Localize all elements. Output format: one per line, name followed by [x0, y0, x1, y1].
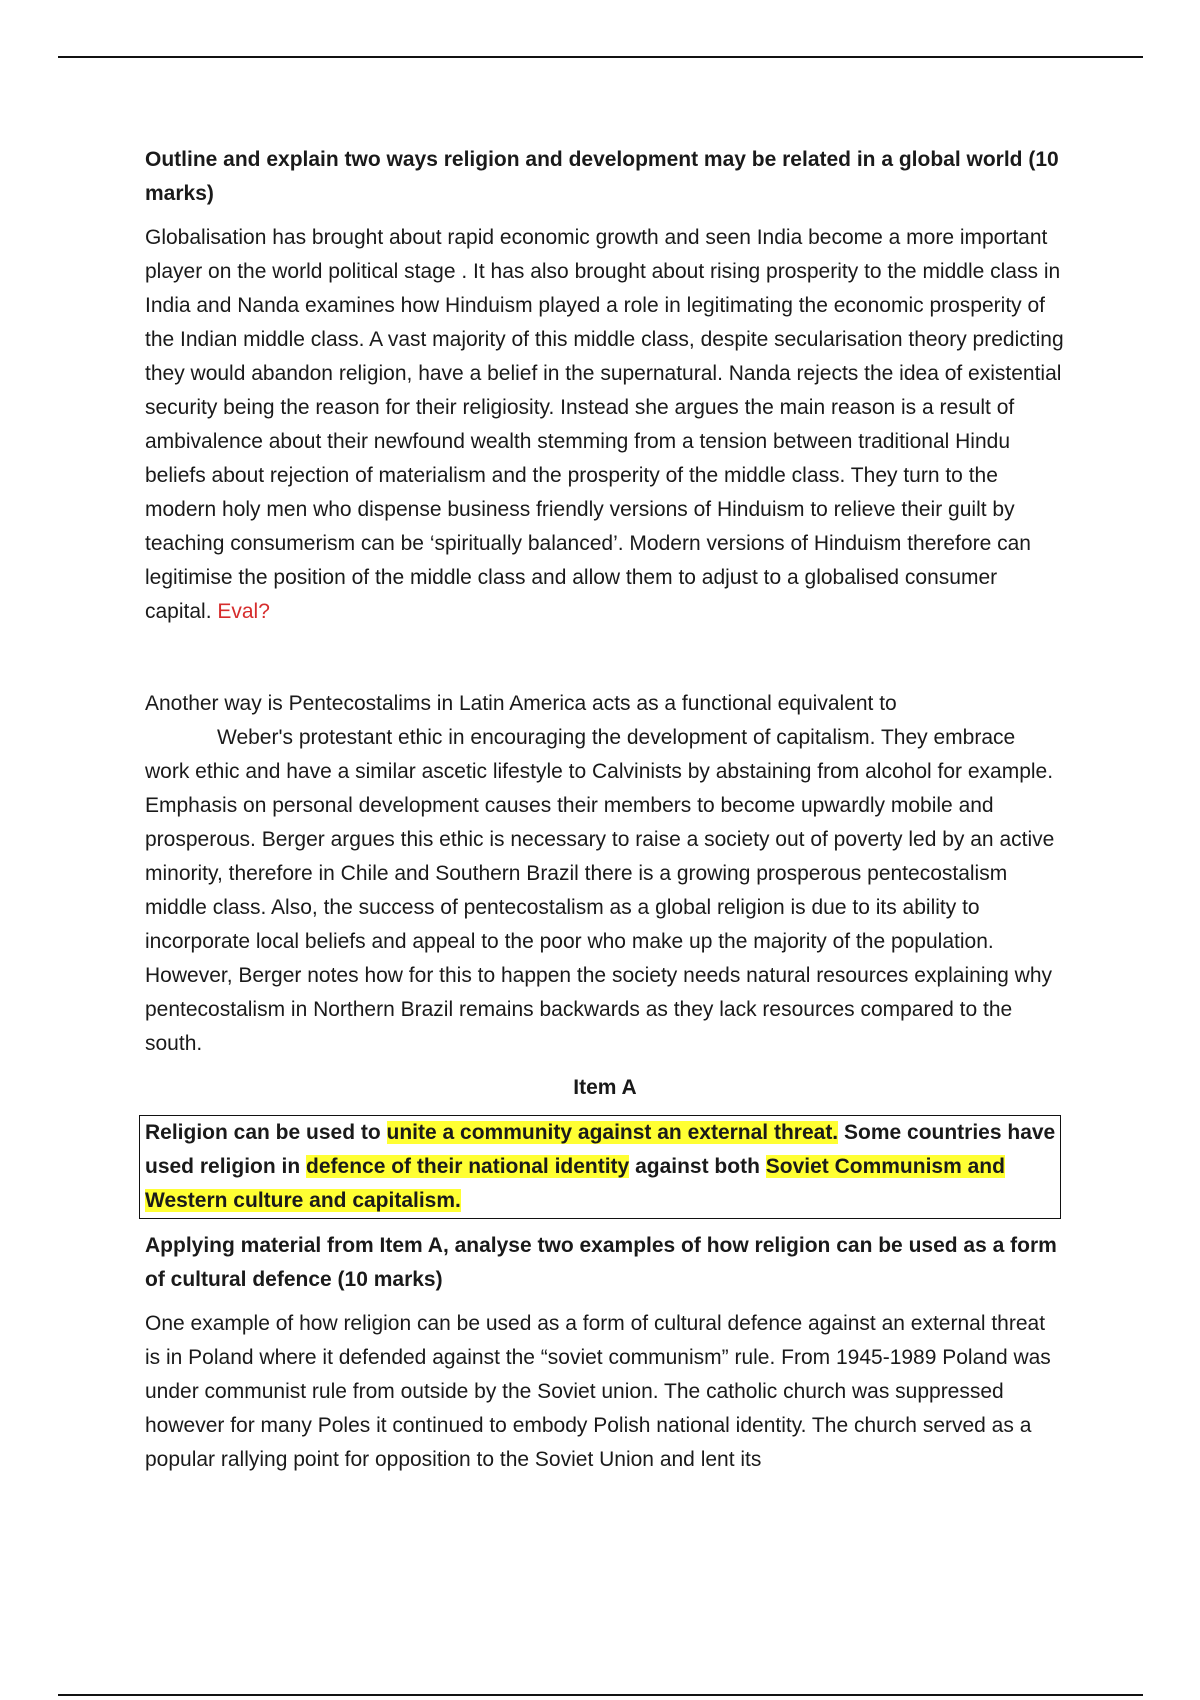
item-a-box — [139, 1115, 1061, 1219]
question-1-heading: Outline and explain two ways religion and development may be related in a global world (10 marks) — [145, 148, 1059, 205]
paragraph-2-text: Weber's protestant ethic in encouraging the development of capitalism. They embrace work ethic and have a similar ascetic lifestyle to Calvinists by abstaining from alcohol for example. Emphasis on personal development causes their members to become upwardly mobile and prosperous. Berger argues this ethic is necessary to raise a society out of poverty led by an active minority, therefore in Chile and Southern Brazil there is a growing prosperous pentecostalism middle class. Also, the success of pentecostalism as a global religion is due to its ability to incorporate local beliefs and appeal to the poor who make up the majority of the population. However, Berger notes how for this to happen the society needs natural resources explaining why pentecostalism in Northern Brazil remains backwards as they lack resources compared to the south. — [145, 726, 1055, 1055]
item-a-text-3: against both — [629, 1155, 766, 1178]
item-a-highlight-1: unite a community against an external threat. — [386, 1121, 839, 1144]
question-1-paragraph-1 — [145, 221, 1065, 629]
item-a-text-2: Some countries have used religion in — [145, 1121, 1056, 1178]
paragraph-1-text: Globalisation has brought about rapid economic growth and seen India become a more important player on the world political stage . It has also brought about rising prosperity to the middle class in India and Nanda examines how Hinduism played a role in legitimating the economic prosperity of the Indian middle class. A vast majority of this middle class, despite secularisation theory predicting they would abandon religion, have a belief in the supernatural. Nanda rejects the idea of existential security being the reason for their religiosity. Instead she argues the main reason is a result of ambivalence about their newfound wealth stemming from a tension between traditional Hindu beliefs about rejection of materialism and the prosperity of the middle class. They turn to the modern holy men who dispense business friendly versions of Hinduism to relieve their guilt by teaching consumerism can be ‘spiritually balanced’. Modern versions of Hinduism therefore can legitimise the position of the middle class and allow them to adjust to a globalised consumer capital. — [145, 226, 1064, 623]
paragraph-2-first-line: Another way is Pentecostalims in Latin America acts as a functional equivalent to — [145, 692, 897, 715]
page-top-rule — [58, 56, 1143, 58]
page-bottom-rule — [58, 1694, 1143, 1696]
question-2-paragraph: One example of how religion can be used as a form of cultural defence against an external threat is in Poland where it defended against the “soviet communism” rule. From 1945-1989 Poland was under communist rule from outside by the Soviet union. The catholic church was suppressed however for many Poles it continued to embody Polish national identity. The church served as a popular rallying point for opposition to the Soviet Union and lent its — [145, 1312, 1051, 1471]
item-a-highlight-3: Soviet Communism and Western culture and capitalism. — [145, 1155, 1005, 1212]
question-1-paragraph-2 — [145, 687, 1065, 1061]
item-a-title: Item A — [573, 1076, 637, 1099]
eval-note: Eval? — [217, 600, 270, 623]
question-2-heading: Applying material from Item A, analyse two examples of how religion can be used as a form of cultural defence (10 marks) — [145, 1234, 1057, 1291]
item-a-text-1: Religion can be used to — [145, 1121, 387, 1144]
document-body — [145, 143, 1065, 1477]
paragraph-spacer — [145, 629, 1065, 687]
item-a-highlight-2: defence of their national identity — [306, 1155, 630, 1178]
